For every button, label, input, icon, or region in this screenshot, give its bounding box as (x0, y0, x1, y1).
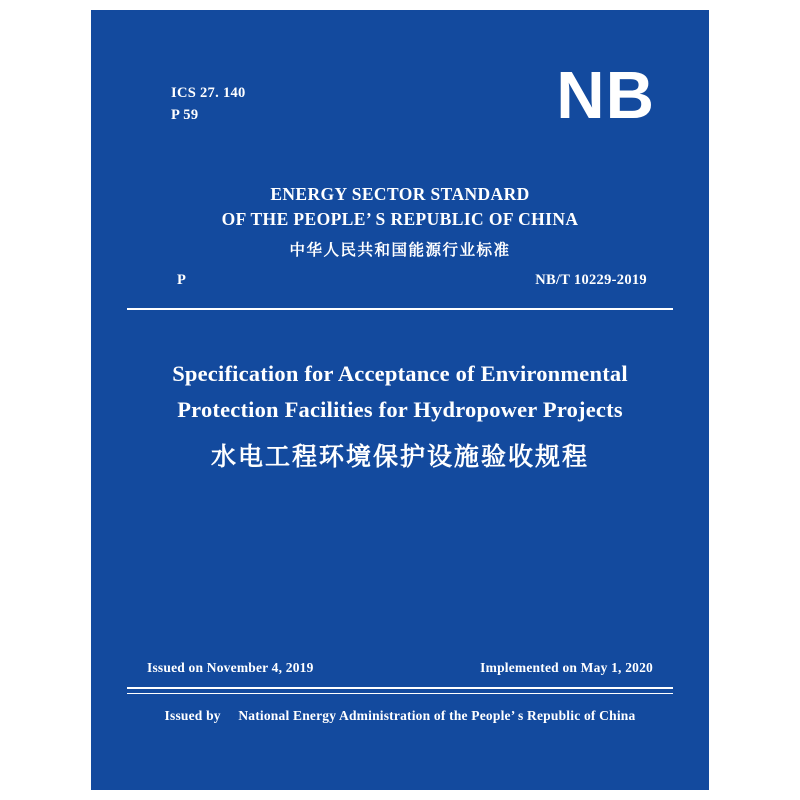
title-english-line2: Protection Facilities for Hydropower Projects (177, 397, 623, 423)
standard-number-row (91, 272, 709, 294)
divider-bottom-thick (127, 687, 673, 689)
class-code: P 59 (171, 107, 199, 124)
title-chinese: 水电工程环境保护设施验收规程 (210, 441, 589, 471)
issuer-row (91, 708, 709, 724)
issuer-name: National Energy Administration of the People’ s Republic of China (238, 708, 636, 723)
issuing-body-line2: OF THE PEOPLE’ S REPUBLIC OF CHINA (221, 209, 579, 230)
issued-date: Issued on November 4, 2019 (147, 660, 314, 675)
divider-bottom-thin (127, 693, 673, 694)
standard-number: NB/T 10229-2019 (535, 272, 647, 288)
classification-codes (171, 82, 246, 127)
issuing-body-line1: ENERGY SECTOR STANDARD (270, 184, 530, 204)
issuing-body-chinese: 中华人民共和国能源行业标准 (289, 241, 511, 259)
nb-logo: NB (556, 58, 655, 133)
ics-code: ICS 27. 140 (171, 85, 246, 101)
title-english-line1: Specification for Acceptance of Environmental (172, 361, 628, 386)
implemented-date: Implemented on May 1, 2020 (480, 660, 653, 675)
p-mark: P (177, 272, 186, 288)
divider-top (127, 308, 673, 310)
issuing-body-english (91, 182, 709, 233)
standard-cover (91, 10, 709, 790)
document-title (131, 356, 669, 473)
issued-by-label: Issued by (164, 708, 221, 723)
date-row (147, 660, 653, 676)
